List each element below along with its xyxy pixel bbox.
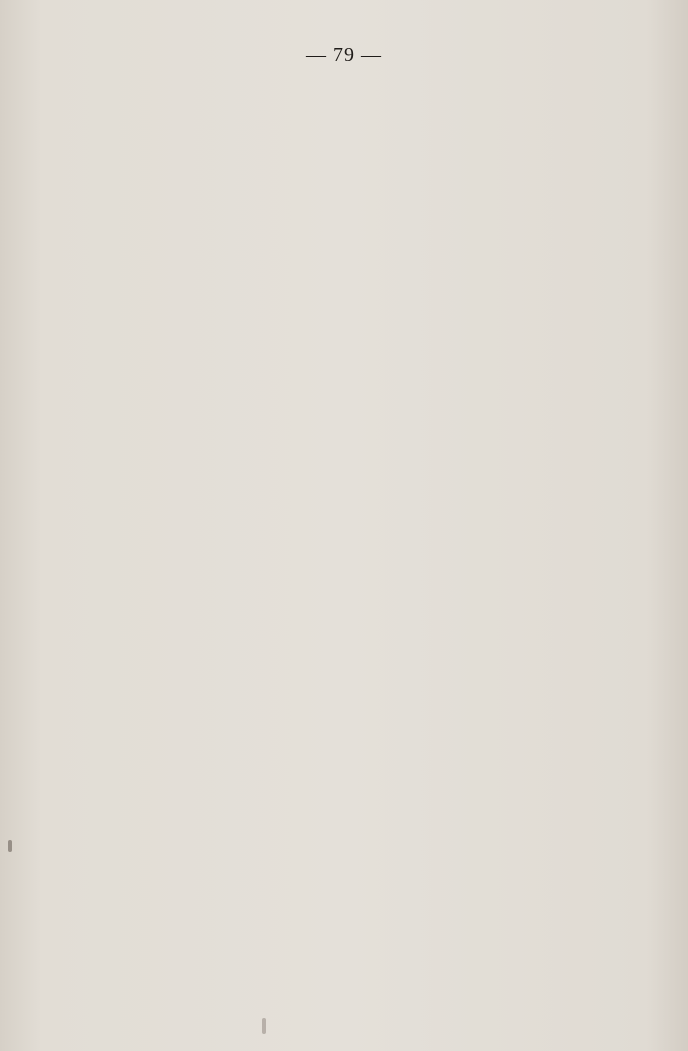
text-line <box>88 559 616 583</box>
text-line <box>88 877 616 901</box>
text-line <box>88 120 616 144</box>
text-line <box>88 267 616 291</box>
text-line <box>88 730 616 754</box>
text-line <box>88 169 616 193</box>
text-line <box>88 974 616 998</box>
text-line <box>88 633 616 657</box>
text-line <box>88 389 616 413</box>
text-line <box>88 486 616 510</box>
text-line <box>88 364 616 388</box>
text-line <box>88 950 616 974</box>
text-line <box>88 925 616 949</box>
text-line <box>88 437 616 461</box>
margin-mark <box>8 840 12 852</box>
text-line <box>88 828 616 852</box>
body-text <box>88 96 616 998</box>
text-line <box>88 316 616 340</box>
text-line <box>88 511 616 535</box>
text-line <box>88 779 616 803</box>
text-line <box>88 194 616 218</box>
text-line <box>88 96 616 120</box>
page-number: — 79 — <box>306 44 382 66</box>
bottom-mark <box>262 1018 266 1034</box>
text-line <box>88 755 616 779</box>
text-line <box>88 242 616 266</box>
text-line <box>88 803 616 827</box>
text-line <box>88 340 616 364</box>
text-line <box>88 584 616 608</box>
text-line <box>88 608 616 632</box>
text-line <box>88 706 616 730</box>
text-line <box>88 218 616 242</box>
text-line <box>88 852 616 876</box>
text-line <box>88 535 616 559</box>
text-line <box>88 901 616 925</box>
text-line <box>88 681 616 705</box>
text-line <box>88 413 616 437</box>
text-line <box>88 657 616 681</box>
text-line <box>88 145 616 169</box>
text-line <box>88 291 616 315</box>
text-line <box>88 462 616 486</box>
